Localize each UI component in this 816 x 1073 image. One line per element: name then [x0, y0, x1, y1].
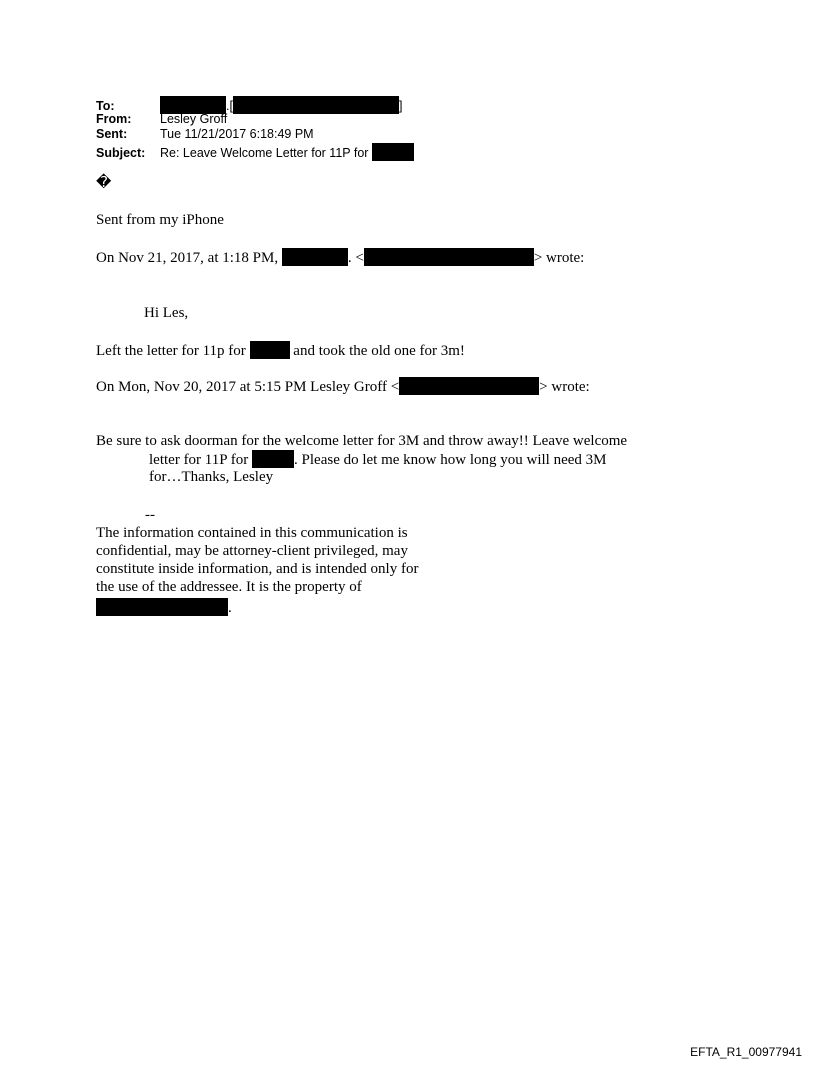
- from-label: From:: [96, 112, 132, 126]
- redaction-box: [364, 248, 534, 266]
- disclaimer-line-1: The information contained in this communication is: [96, 525, 408, 541]
- quote-header-1-end: > wrote:: [533, 250, 585, 266]
- header-from-row: [96, 112, 227, 127]
- greeting: Hi Les,: [144, 305, 189, 321]
- to-label: To:: [96, 99, 115, 113]
- left-letter-text-end: and took the old one for 3m!: [293, 343, 465, 359]
- quote-header-2-text: On Mon, Nov 20, 2017 at 5:15 PM Lesley Groff <: [96, 379, 400, 395]
- to-separator-end: ]: [398, 99, 403, 113]
- document-id: EFTA_R1_00977941: [690, 1045, 802, 1059]
- quote-header-1-sep: . <: [347, 250, 364, 266]
- left-letter-line: [96, 341, 465, 360]
- sent-from-line: Sent from my iPhone: [96, 212, 224, 228]
- redaction-box: [399, 377, 539, 395]
- disclaimer-line-4: the use of the addressee. It is the property of: [96, 579, 362, 595]
- redaction-box: [372, 143, 414, 161]
- quote-header-1: [96, 248, 584, 267]
- redaction-box: [282, 248, 348, 266]
- redaction-box: [96, 598, 228, 616]
- from-value: Lesley Groff: [160, 112, 228, 126]
- message-line-2-end: . Please do let me know how long you will need 3M: [294, 452, 607, 468]
- redaction-box: [250, 341, 290, 359]
- message-line-3: for…Thanks, Lesley: [149, 469, 274, 485]
- disclaimer-line-5: [96, 598, 232, 617]
- quote-header-2-end: > wrote:: [539, 379, 590, 395]
- replacement-glyph: �: [96, 175, 112, 191]
- quote-header-1-text: On Nov 21, 2017, at 1:18 PM,: [96, 250, 279, 266]
- sent-label: Sent:: [96, 127, 128, 141]
- disclaimer-end: .: [228, 600, 232, 616]
- to-separator: .[: [226, 99, 233, 113]
- message-line-2-text: letter for 11P for: [149, 452, 249, 468]
- disclaimer-line-3: constitute inside information, and is intended only for: [96, 561, 419, 577]
- header-subject-row: [96, 143, 414, 161]
- header-sent-row: [96, 127, 314, 142]
- disclaimer-line-2: confidential, may be attorney-client privileged, may: [96, 543, 408, 559]
- redaction-box: [233, 96, 399, 114]
- message-line-1: Be sure to ask doorman for the welcome letter for 3M and throw away!! Leave welcome: [96, 433, 628, 449]
- sent-value: Tue 11/21/2017 6:18:49 PM: [160, 127, 314, 141]
- subject-label: Subject:: [96, 146, 146, 160]
- left-letter-text: Left the letter for 11p for: [96, 343, 246, 359]
- signature-separator: --: [145, 507, 155, 523]
- redaction-box: [252, 450, 294, 468]
- quote-header-2: [96, 377, 590, 396]
- message-line-2: [149, 450, 607, 469]
- subject-value: Re: Leave Welcome Letter for 11P for: [160, 146, 369, 160]
